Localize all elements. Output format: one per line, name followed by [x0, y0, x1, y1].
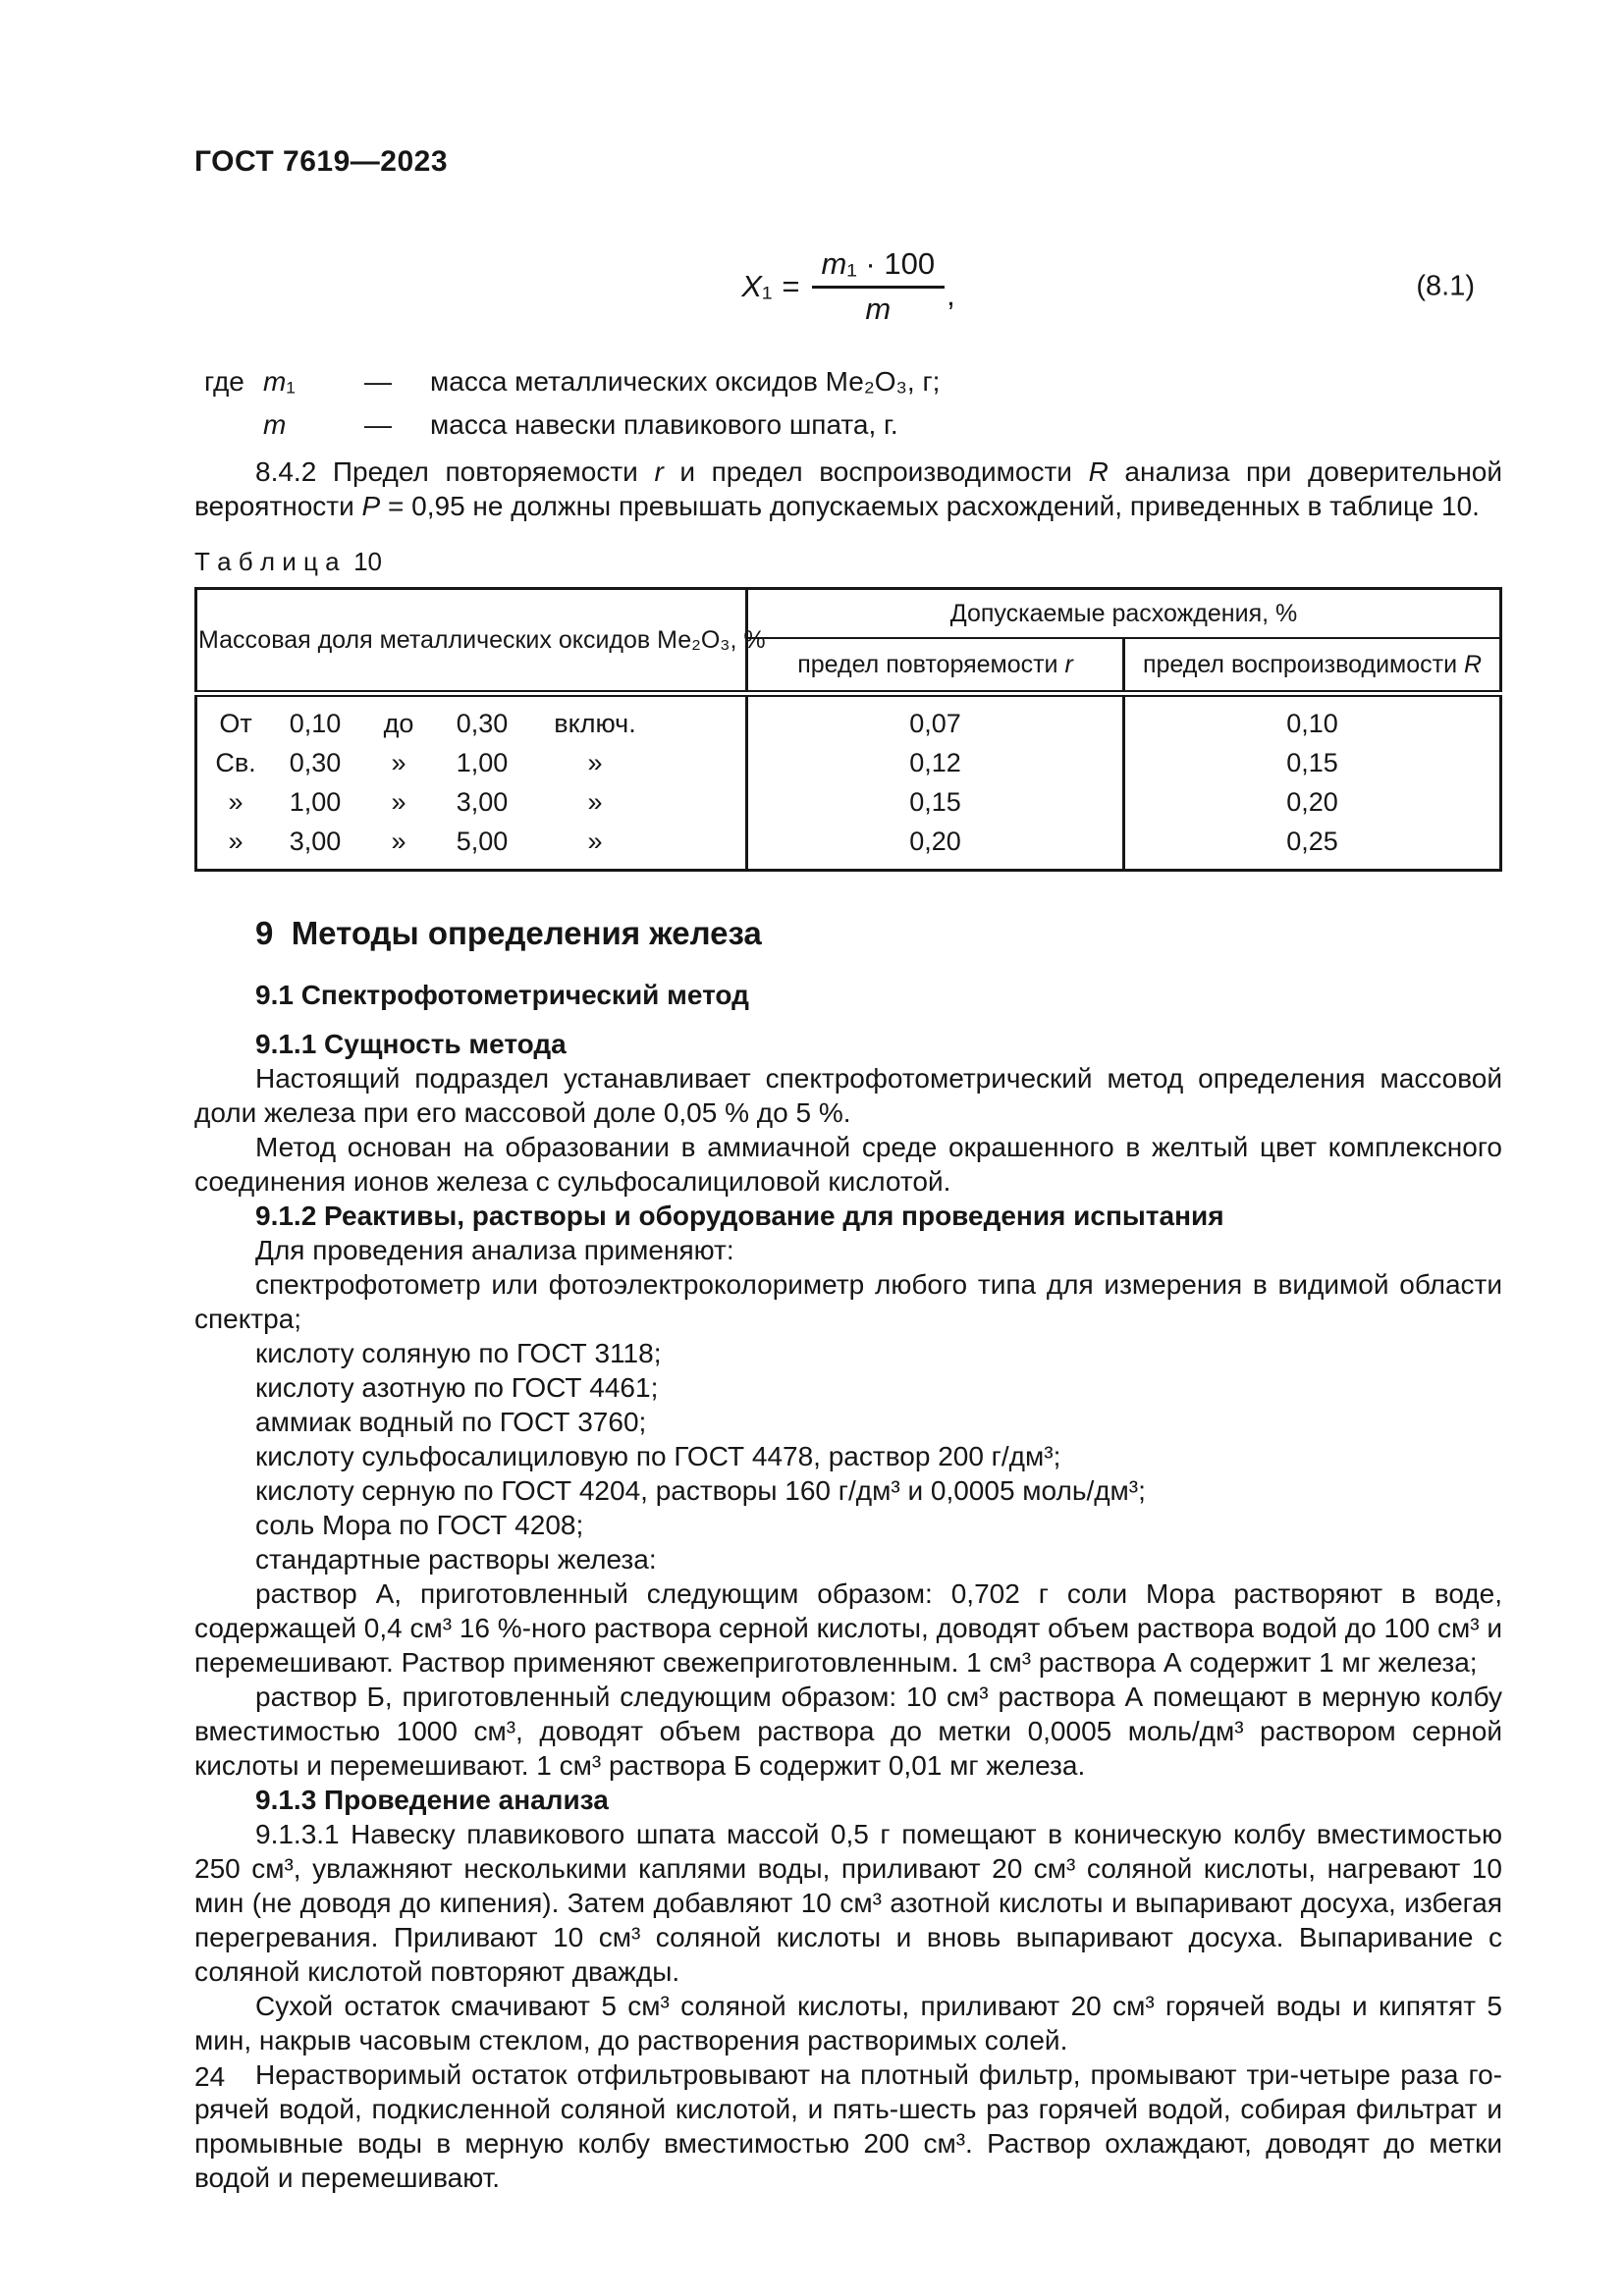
- where-definitions: [194, 360, 1502, 447]
- cell-range: [196, 743, 747, 782]
- range-word: »: [391, 748, 406, 777]
- range-value: 3,00: [456, 787, 509, 817]
- list-item: раствор Б, приготовленный следующим образом: 10 см³ раствора А помещают в мерную колбу вместимостью 1000 см³, доводят объем раствора до метки 0,0005 моль/дм³ раствором серной кислоты и перемешивают. 1 см³ раствора Б содержит 0,01 мг железа.: [194, 1682, 1502, 1781]
- formula-8-1: [194, 233, 1502, 341]
- doc-number: ГОСТ 7619—2023: [194, 145, 449, 178]
- paragraph-8-4-2: 8.4.2 Предел повторяемости r и предел воспроизводимости R анализа при доверительной вероятности Р = 0,95 не должны превышать допускаемых расхождений, приведенных в таблице 10.: [194, 456, 1503, 521]
- where-desc-m: масса навески плавикового шпата, г.: [430, 409, 898, 440]
- formula-comma: ,: [947, 278, 955, 312]
- range-word: »: [587, 827, 603, 856]
- list-item: раствор А, приготовленный следующим образом: 0,702 г соли Мора растворяют в воде, содержащей 0,4 см³ 16 %-ного раствора серной кислоты, доводят объем раствора водой до 100 см³ и перемешивают. Раствор применяют свежеприготовленным. 1 см³ раствора А содержит 1 мг железа;: [194, 1578, 1502, 1678]
- table-group-header: Допускаемые расхождения, %: [747, 589, 1501, 639]
- range-word: От: [219, 709, 252, 738]
- paragraph: 9.1.3.1 Навеску плавикового шпата массой 0,5 г помещают в коническую колбу вместимостью 250 см³, увлажняют несколькими каплями воды, приливают 20 см³ соляной кислоты, нагревают 10 мин (не доводя до кипения). Затем добавляют 10 см³ азотной кислоты и выпаривают досуха, избегая перегревания. Приливают 10 см³ соляной кислоты и вновь выпаривают досуха. Выпаривание с соляной кислотой повторяют дважды.: [194, 1819, 1502, 1987]
- where-row-m: [204, 403, 1502, 447]
- range-word: »: [228, 787, 244, 817]
- where-term-m: m: [263, 409, 287, 440]
- cell-range: [196, 694, 747, 744]
- range-word: »: [587, 787, 603, 817]
- range-word: включ.: [554, 709, 636, 738]
- list-item: кислоту соляную по ГОСТ 3118;: [255, 1338, 662, 1368]
- paragraph: Нерастворимый остаток отфильтровывают на плотный фильтр, промывают три-четыре раза горячей водой, подкисленной соляной кислотой, и пять-шесть раз горячей водой, собирая фильтрат и промывные воды в мерную колбу вместимостью 200 см³. Раствор охлаждают, доводят до метки водой и перемешивают.: [194, 2059, 1502, 2193]
- formula-fraction: [812, 246, 946, 327]
- section-9-1-2-heading: 9.1.2 Реактивы, растворы и оборудование для проведения испытания: [255, 1201, 1224, 1231]
- cell-reproducibility: 0,10: [1124, 694, 1501, 744]
- range-value: 1,00: [456, 748, 509, 777]
- list-item: спектрофотометр или фотоэлектроколориметр любого типа для измерения в видимой области спектра;: [194, 1269, 1502, 1334]
- cell-reproducibility: 0,20: [1124, 782, 1501, 822]
- table-row: [196, 782, 1501, 822]
- range-value: 1,00: [289, 787, 342, 817]
- section-9-1-3-heading: 9.1.3 Проведение анализа: [255, 1785, 609, 1815]
- list-item: соль Мора по ГОСТ 4208;: [255, 1510, 584, 1540]
- table-row: [196, 743, 1501, 782]
- fraction-numerator: m₁ · 100: [812, 246, 946, 289]
- table-subheader-repeatability: предел повторяемости r: [747, 638, 1124, 694]
- paragraph: Настоящий подраздел устанавливает спектрофотометрический метод определения массовой доли железа при его массовой доле 0,05 % до 5 %.: [194, 1063, 1502, 1128]
- list-item: аммиак водный по ГОСТ 3760;: [255, 1407, 647, 1437]
- em-dash: —: [364, 409, 392, 440]
- list-item: стандартные растворы железа:: [255, 1544, 657, 1575]
- table-10-body: [196, 694, 1501, 871]
- list-item: кислоту серную по ГОСТ 4204, растворы 160 г/дм³ и 0,0005 моль/дм³;: [255, 1475, 1146, 1506]
- equation-number: (8.1): [1416, 270, 1475, 302]
- range-parts: [205, 710, 745, 737]
- range-value: 3,00: [289, 827, 342, 856]
- where-lead: где: [204, 366, 244, 397]
- page-content: [194, 0, 1502, 2195]
- section-9-1-heading: 9.1 Спектрофотометрический метод: [255, 980, 749, 1010]
- range-parts: [205, 749, 745, 776]
- table-row: [196, 822, 1501, 871]
- range-parts: [205, 828, 745, 855]
- section-9-1-1-heading: 9.1.1 Сущность метода: [255, 1029, 567, 1059]
- paragraph: Для проведения анализа применяют:: [255, 1235, 734, 1265]
- cell-range: [196, 782, 747, 822]
- table-row: [196, 694, 1501, 744]
- list-item: кислоту азотную по ГОСТ 4461;: [255, 1372, 659, 1403]
- range-word: »: [228, 827, 244, 856]
- list-item: кислоту сульфосалициловую по ГОСТ 4478, раствор 200 г/дм³;: [255, 1441, 1061, 1471]
- page-number: 24: [194, 2061, 226, 2092]
- em-dash: —: [364, 366, 392, 397]
- range-parts: [205, 788, 745, 816]
- formula: [741, 246, 954, 327]
- cell-repeatability: 0,07: [747, 694, 1124, 744]
- section-9-heading: 9 Методы определения железа: [255, 915, 762, 951]
- cell-repeatability: 0,20: [747, 822, 1124, 871]
- equals-sign: =: [782, 269, 800, 303]
- fraction-denominator: m: [865, 292, 892, 326]
- where-desc-m1: масса металлических оксидов Ме₂О₃, г;: [430, 366, 941, 397]
- range-word: Св.: [215, 748, 256, 777]
- where-lead-empty: [204, 403, 263, 447]
- table-col1-header: Массовая доля металлических оксидов Ме₂О₃, %: [196, 589, 747, 694]
- table-subheader-reproducibility: предел воспроизводимости R: [1124, 638, 1501, 694]
- paragraph: Метод основан на образовании в аммиачной среде окрашенного в желтый цвет комплексного соединения ионов железа с сульфосалициловой кислотой.: [194, 1132, 1502, 1197]
- where-term-m1: m₁: [263, 366, 296, 397]
- range-value: 0,30: [289, 748, 342, 777]
- table-10: [194, 587, 1502, 872]
- range-word: до: [383, 709, 414, 738]
- paragraph: Сухой остаток смачивают 5 см³ соляной кислоты, приливают 20 см³ горячей воды и кипятят 5 мин, накрыв часовым стеклом, до растворения растворимых солей.: [194, 1991, 1502, 2056]
- formula-lhs: X₁: [741, 269, 773, 303]
- range-word: »: [391, 787, 406, 817]
- range-word: »: [391, 827, 406, 856]
- range-value: 0,30: [456, 709, 509, 738]
- range-word: »: [587, 748, 603, 777]
- where-row-m1: [204, 360, 1502, 403]
- cell-repeatability: 0,15: [747, 782, 1124, 822]
- cell-reproducibility: 0,15: [1124, 743, 1501, 782]
- cell-repeatability: 0,12: [747, 743, 1124, 782]
- cell-range: [196, 822, 747, 871]
- table-10-caption: Т а б л и ц а 10: [194, 547, 382, 576]
- range-value: 0,10: [289, 709, 342, 738]
- range-value: 5,00: [456, 827, 509, 856]
- cell-reproducibility: 0,25: [1124, 822, 1501, 871]
- table-10-header: [196, 589, 1501, 694]
